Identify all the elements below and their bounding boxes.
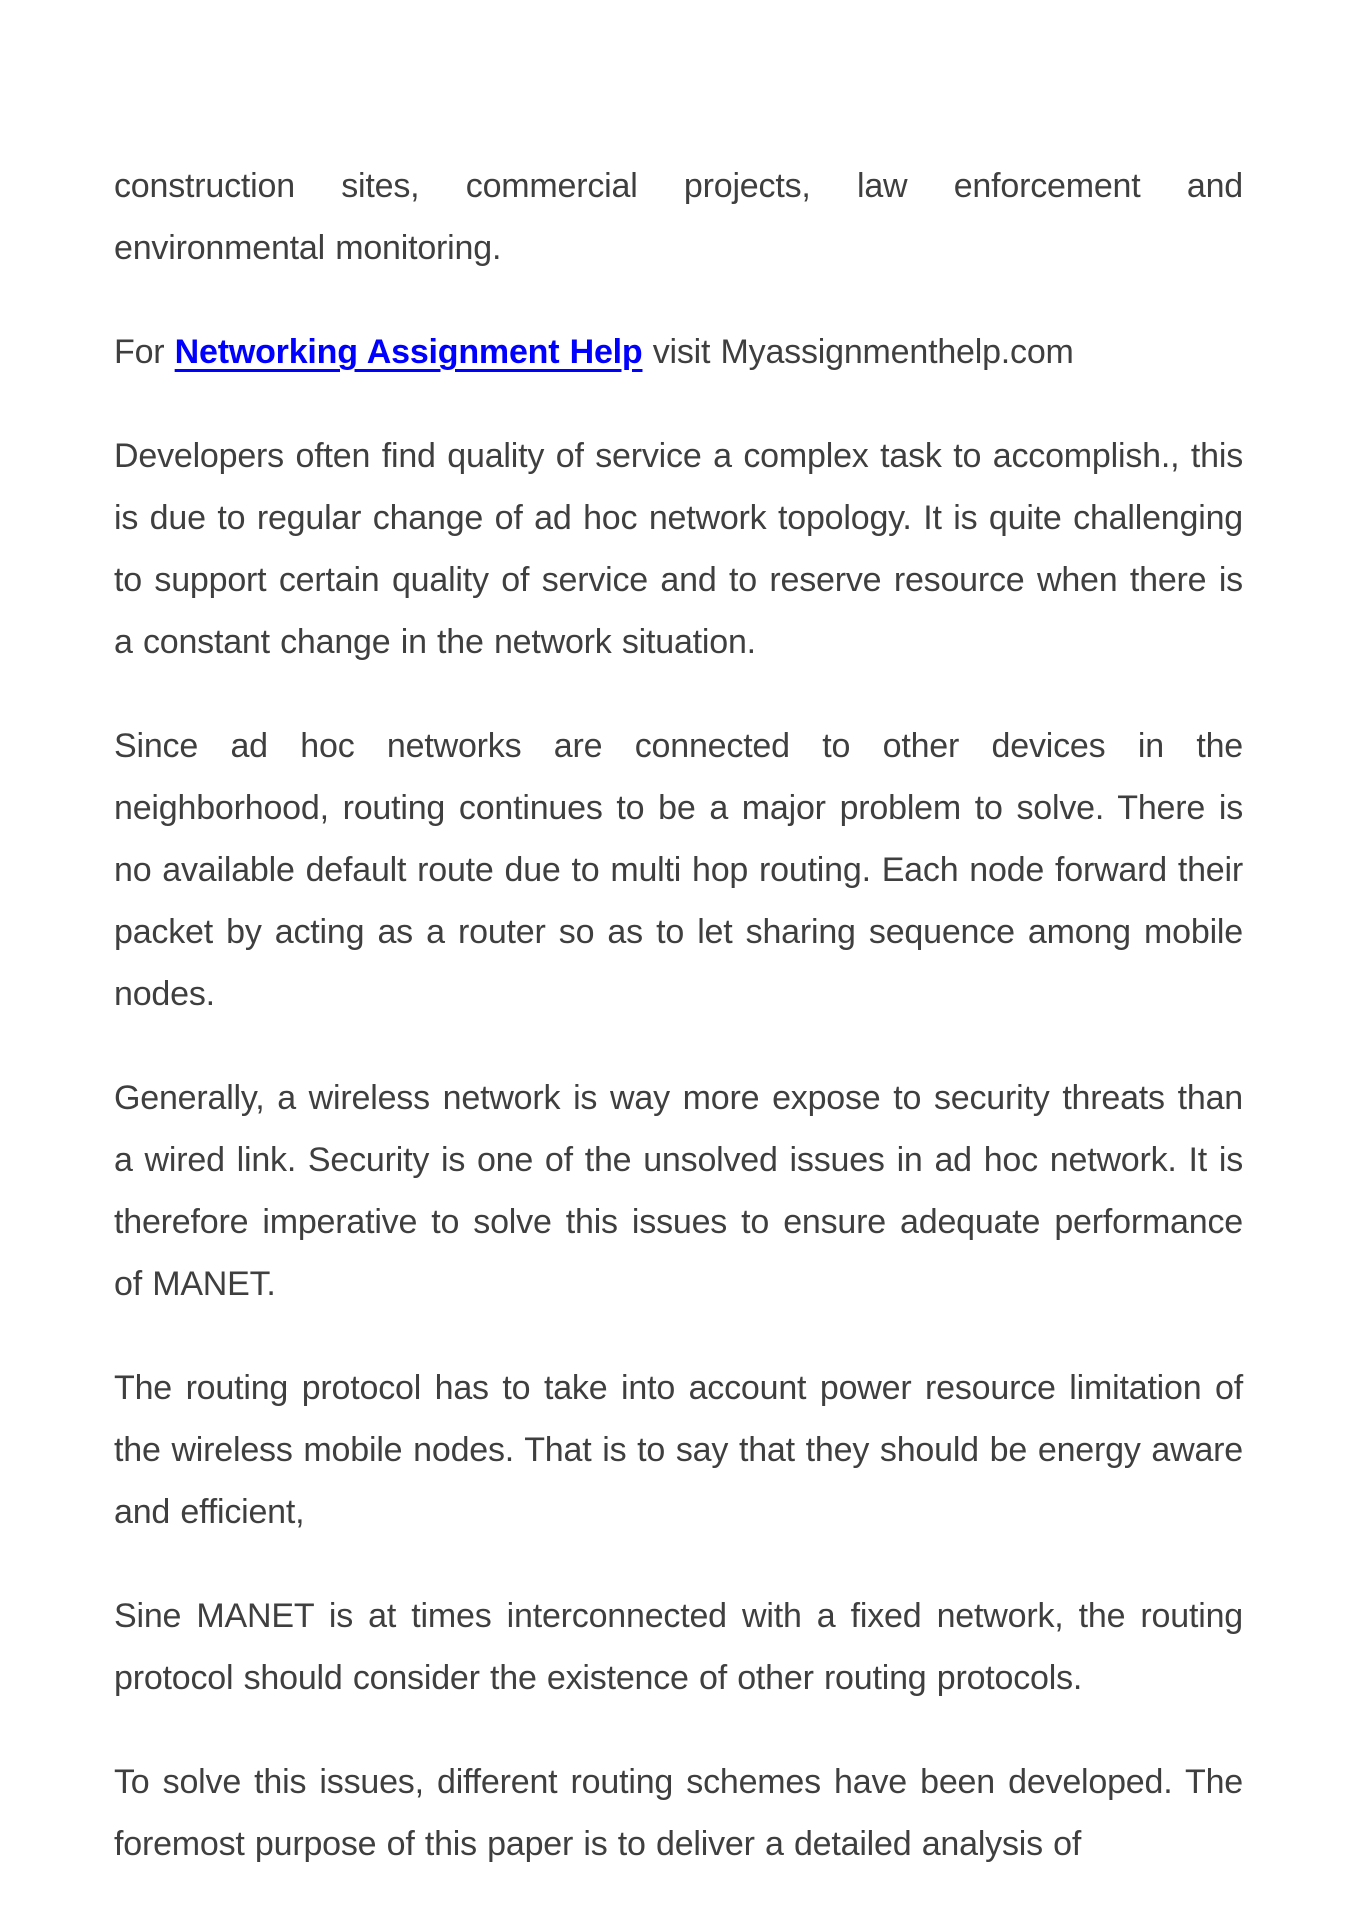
paragraph-security-threats: Generally, a wireless network is way more expose to security threats than a wired link. Security is one of the unsolved issues in ad hoc network. It is therefore imperative to solve this issues to ensure adequate performance of MANET. (114, 1079, 1243, 1303)
paragraph-assignment-help (114, 321, 1243, 383)
paragraph-power-resource: The routing protocol has to take into account power resource limitation of the wireless mobile nodes. That is to say that they should be energy aware and efficient, (114, 1369, 1243, 1531)
link-suffix-text: visit Myassignmenthelp.com (642, 333, 1074, 371)
paragraph-fixed-network: Sine MANET is at times interconnected with a fixed network, the routing protocol should consider the existence of other routing protocols. (114, 1597, 1243, 1697)
networking-assignment-help-link[interactable]: Networking Assignment Help (174, 333, 643, 371)
paragraph-applications: construction sites, commercial projects, law enforcement and environmental monitoring. (114, 167, 1243, 267)
link-prefix-text: For (114, 333, 175, 371)
paragraph-quality-of-service: Developers often find quality of service a complex task to accomplish., this is due to regular change of ad hoc network topology. It is quite challenging to support certain quality of service and to reserve resource when there is a constant change in the network situation. (114, 437, 1243, 661)
paragraph-routing-problem: Since ad hoc networks are connected to other devices in the neighborhood, routing continues to be a major problem to solve. There is no available default route due to multi hop routing. Each node forward their packet by acting as a router so as to let sharing sequence among mobile nodes. (114, 727, 1243, 1013)
paragraph-routing-schemes: To solve this issues, different routing schemes have been developed. The foremost purpose of this paper is to deliver a detailed analysis of (114, 1763, 1243, 1863)
